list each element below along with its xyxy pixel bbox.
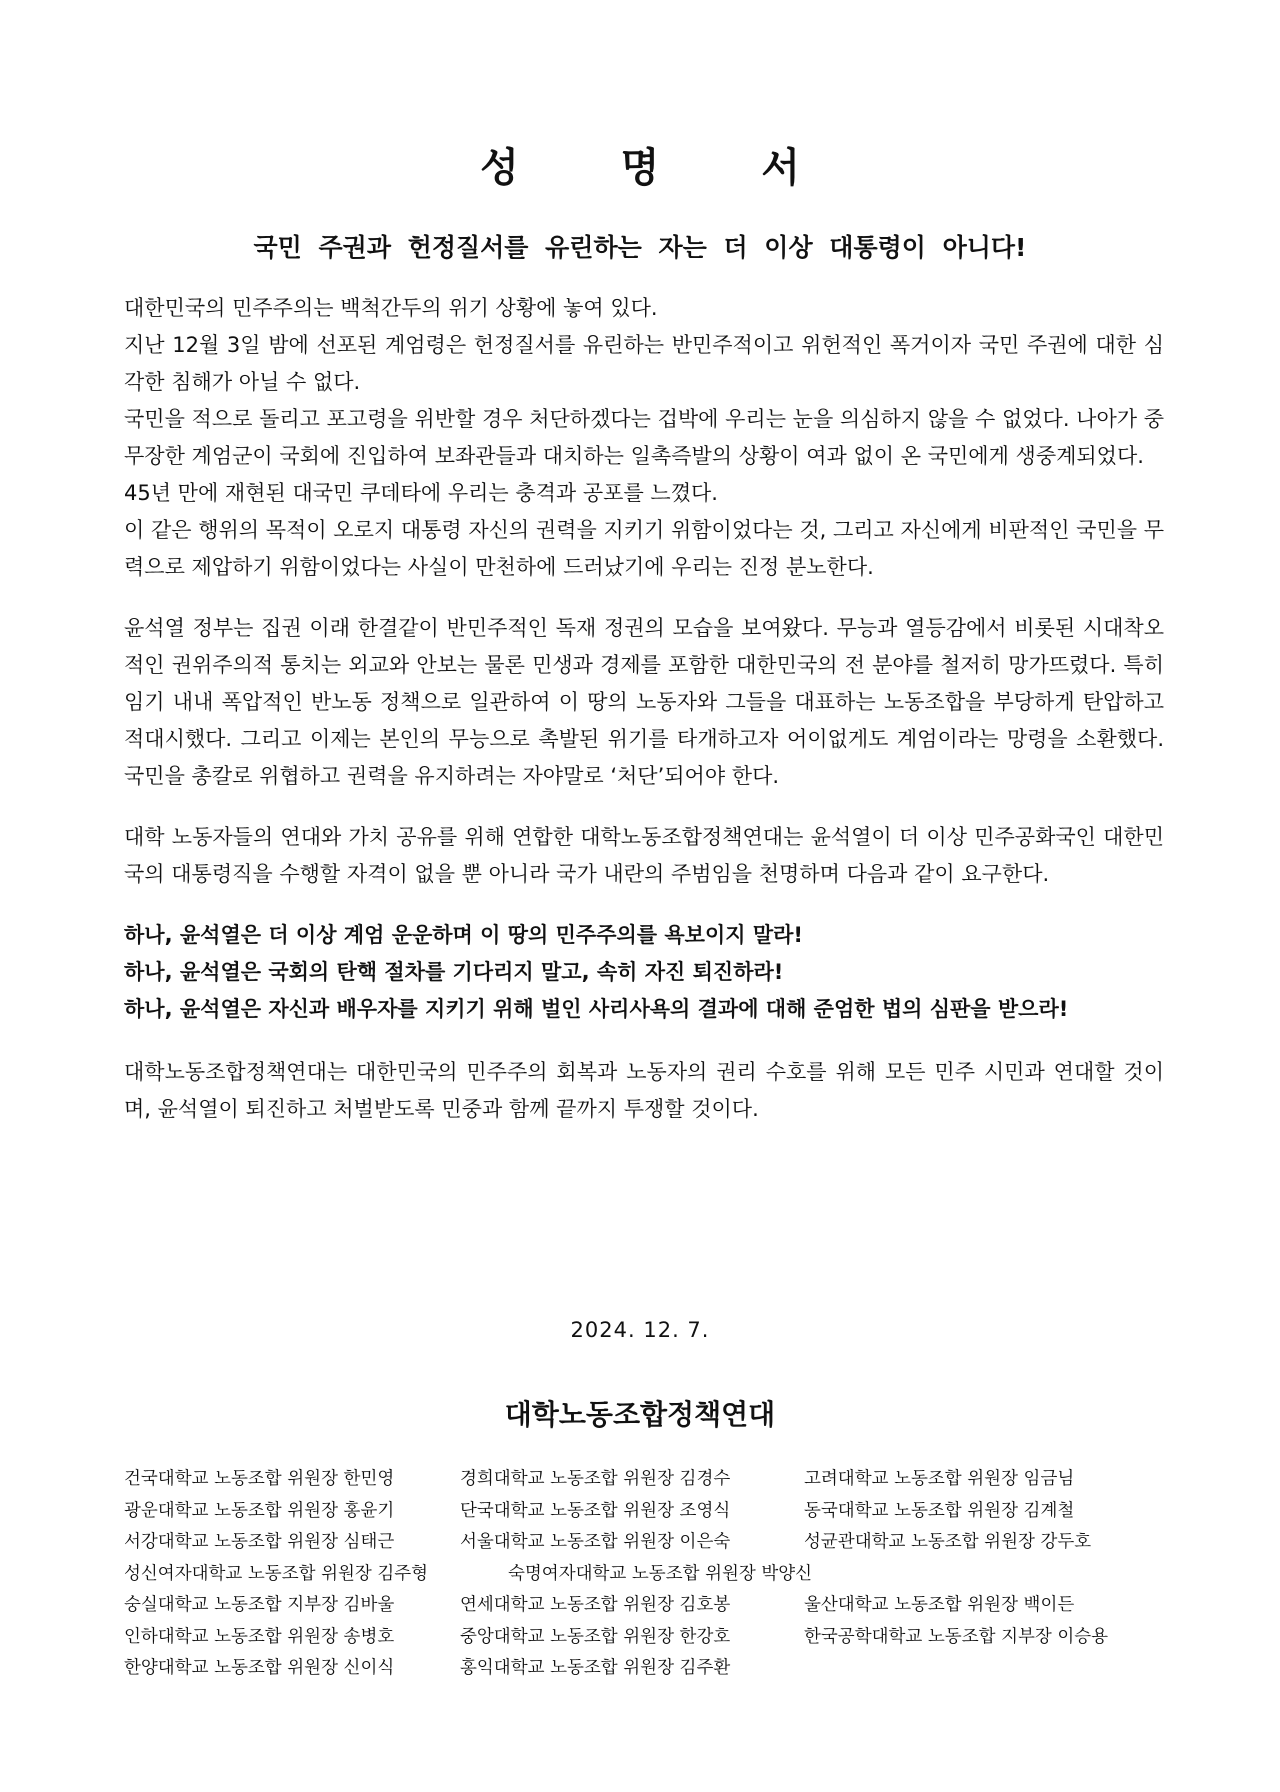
demand-prefix: 하나,	[124, 960, 180, 984]
paragraph-line: 윤석열 정부는 집권 이래 한결같이 반민주적인 독재 정권의 모습을 보여왔다. 무능과 열등감에서 비롯된 시대착오적인 권위주의적 통치는 외교와 안보는 물론 민생과 경제를 포함한 대한민국의 전 분야를 철저히 망가뜨렸다. 특히 임기 내내 폭압적인 반노동 정책으로 일관하여 이 땅의 노동자와 그들을 대표하는 노동조합을 부당하게 탄압하고 적대시했다. 그리고 이제는 본인의 무능으로 촉발된 위기를 타개하고자 어이없게도 계엄이라는 망령을 소환했다. 국민을 총칼로 위협하고 권력을 유지하려는 자야말로 ‘처단’되어야 한다.	[124, 616, 1164, 788]
signer: 중앙대학교 노동조합 위원장 한강호	[460, 1626, 731, 1647]
demand-item	[124, 954, 1164, 991]
signer: 광운대학교 노동조합 위원장 홍윤기	[124, 1500, 395, 1521]
organization-name: 대학노동조합정책연대	[504, 1398, 776, 1431]
closing-paragraph	[124, 1054, 1164, 1128]
paragraph-3	[124, 819, 1164, 893]
signer-row	[124, 1527, 1184, 1559]
signer: 인하대학교 노동조합 위원장 송병호	[124, 1626, 395, 1647]
paragraph-line: 45년 만에 재현된 대국민 쿠데타에 우리는 충격과 공포를 느꼈다.	[124, 481, 718, 505]
signer: 동국대학교 노동조합 위원장 김계철	[804, 1500, 1075, 1521]
signers-list	[124, 1464, 1184, 1685]
demand-item	[124, 917, 1164, 954]
signer-row	[124, 1653, 1184, 1685]
signer: 경희대학교 노동조합 위원장 김경수	[460, 1469, 731, 1489]
signer: 홍익대학교 노동조합 위원장 김주환	[460, 1658, 731, 1678]
demand-item	[124, 991, 1164, 1028]
signer-row	[124, 1496, 1184, 1528]
paragraph-line: 이 같은 행위의 목적이 오로지 대통령 자신의 권력을 지키기 위함이었다는 것, 그리고 자신에게 비판적인 국민을 무력으로 제압하기 위함이었다는 사실이 만천하에 드러났기에 우리는 진정 분노한다.	[124, 518, 1164, 579]
paragraph-2	[124, 610, 1164, 795]
signer: 단국대학교 노동조합 위원장 조영식	[460, 1500, 731, 1521]
signer: 성균관대학교 노동조합 위원장 강두호	[804, 1532, 1092, 1552]
document-date: 2024. 12. 7.	[570, 1318, 710, 1342]
signer: 성신여자대학교 노동조합 위원장 김주형	[124, 1563, 429, 1584]
document-title: 성 명 서	[480, 145, 844, 191]
signer: 울산대학교 노동조합 위원장 백이든	[804, 1595, 1075, 1615]
paragraph-line: 국민을 적으로 돌리고 포고령을 위반할 경우 처단하겠다는 겁박에 우리는 눈을 의심하지 않을 수 없었다. 나아가 중무장한 계엄군이 국회에 진입하여 보좌관들과 대치하는 일촉즉발의 상황이 여과 없이 온 국민에게 생중계되었다.	[124, 407, 1164, 468]
signer: 숙명여자대학교 노동조합 위원장 박양신	[508, 1563, 813, 1584]
signer: 서강대학교 노동조합 위원장 심태근	[124, 1532, 395, 1552]
signer: 서울대학교 노동조합 위원장 이은숙	[460, 1532, 731, 1552]
demands-list	[124, 917, 1164, 1028]
paragraph-line: 대한민국의 민주주의는 백척간두의 위기 상황에 놓여 있다.	[124, 296, 658, 320]
paragraph-line: 대학 노동자들의 연대와 가치 공유를 위해 연합한 대학노동조합정책연대는 윤석열이 더 이상 민주공화국인 대한민국의 대통령직을 수행할 자격이 없을 뿐 아니라 국가 내란의 주범임을 천명하며 다음과 같이 요구한다.	[124, 825, 1164, 886]
paragraph-line: 지난 12월 3일 밤에 선포된 계엄령은 헌정질서를 유린하는 반민주적이고 위헌적인 폭거이자 국민 주권에 대한 심각한 침해가 아닐 수 없다.	[124, 333, 1164, 394]
closing-text: 대학노동조합정책연대는 대한민국의 민주주의 회복과 노동자의 권리 수호를 위해 모든 민주 시민과 연대할 것이며, 윤석열이 퇴진하고 처벌받도록 민중과 함께 끝까지 투쟁할 것이다.	[124, 1060, 1164, 1121]
demand-prefix: 하나,	[124, 997, 180, 1021]
signer-row	[124, 1464, 1184, 1496]
demand-prefix: 하나,	[124, 923, 180, 947]
signer: 한양대학교 노동조합 위원장 신이식	[124, 1658, 395, 1678]
signer: 연세대학교 노동조합 위원장 김호봉	[460, 1595, 731, 1615]
paragraph-1	[124, 290, 1164, 586]
document-subtitle: 국민 주권과 헌정질서를 유린하는 자는 더 이상 대통령이 아니다!	[253, 233, 1027, 262]
document-body	[124, 290, 1164, 1152]
signer-row	[124, 1559, 1184, 1591]
demand-text: 윤석열은 자신과 배우자를 지키기 위해 벌인 사리사욕의 결과에 대해 준엄한 법의 심판을 받으라!	[179, 997, 1069, 1021]
signer-row	[124, 1622, 1184, 1654]
signer: 건국대학교 노동조합 위원장 한민영	[124, 1469, 395, 1489]
signer: 숭실대학교 노동조합 지부장 김바울	[124, 1595, 395, 1615]
demand-text: 윤석열은 더 이상 계엄 운운하며 이 땅의 민주주의를 욕보이지 말라!	[179, 923, 803, 947]
signer: 한국공학대학교 노동조합 지부장 이승용	[804, 1626, 1109, 1647]
demand-text: 윤석열은 국회의 탄핵 절차를 기다리지 말고, 속히 자진 퇴진하라!	[179, 960, 784, 984]
signer: 고려대학교 노동조합 위원장 임금님	[804, 1469, 1075, 1489]
signer-row	[124, 1590, 1184, 1622]
